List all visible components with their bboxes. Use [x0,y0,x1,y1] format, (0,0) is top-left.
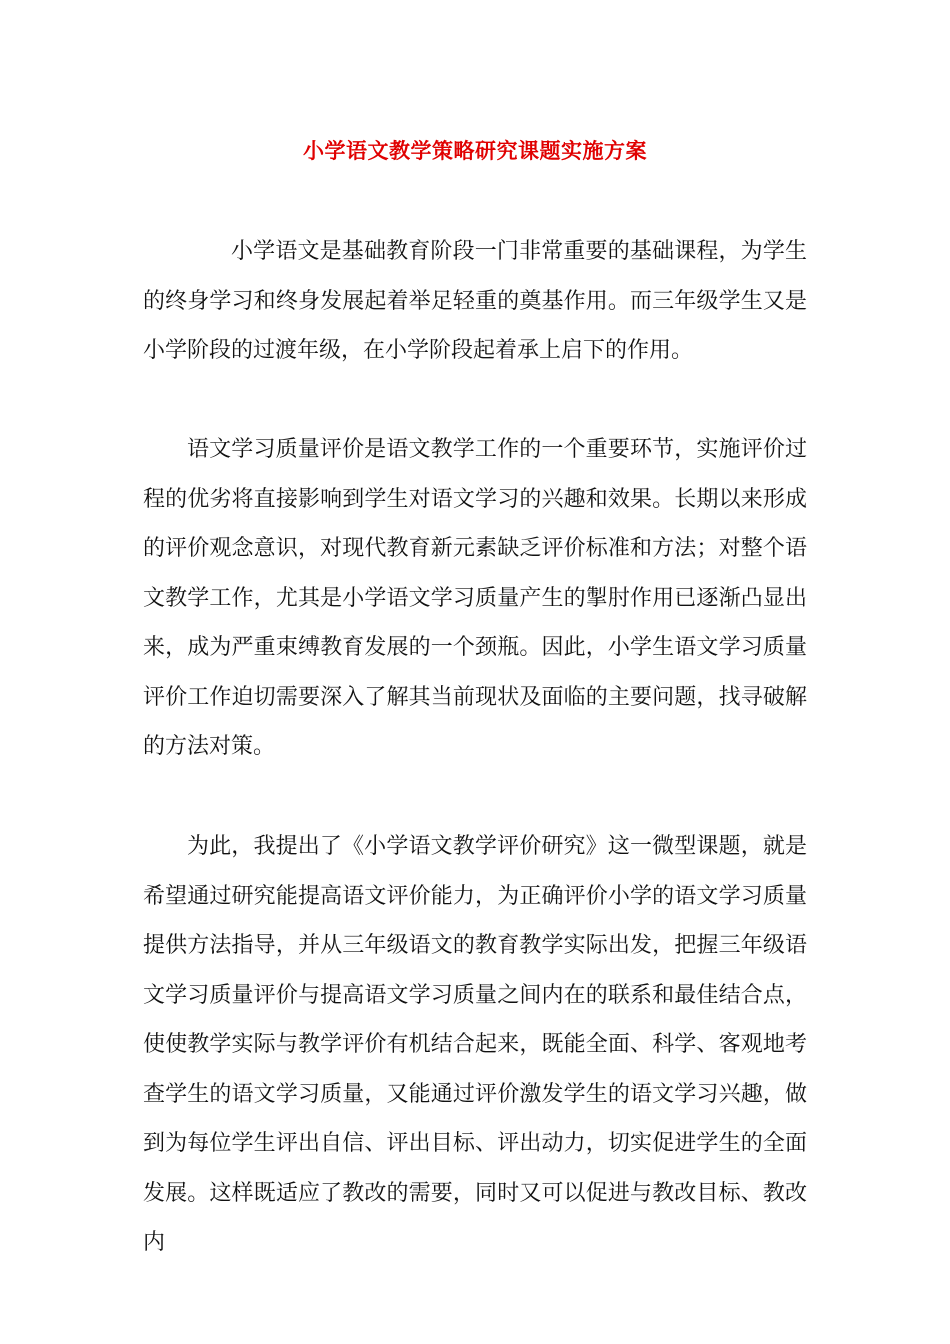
paragraph-evaluation: 语文学习质量评价是语文教学工作的一个重要环节，实施评价过程的优劣将直接影响到学生对语文学习的兴趣和效果。长期以来形成的评价观念意识，对现代教育新元素缺乏评价标准和方法；对整个语文教学工作，尤其是小学语文学习质量产生的掣肘作用已逐渐凸显出来，成为严重束缚教育发展的一个颈瓶。因此，小学生语文学习质量评价工作迫切需要深入了解其当前现状及面临的主要问题，找寻破解的方法对策。 [143,437,807,759]
paragraph-research-topic: 为此，我提出了《小学语文教学评价研究》这一微型课题，就是希望通过研究能提高语文评价能力，为正确评价小学的语文学习质量提供方法指导，并从三年级语文的教育教学实际出发，把握三年级语文学习质量评价与提高语文学习质量之间内在的联系和最佳结合点，使使教学实际与教学评价有机结合起来，既能全面、科学、客观地考查学生的语文学习质量，又能通过评价激发学生的语文学习兴趣，做到为每位学生评出自信、评出目标、评出动力，切实促进学生的全面发展。这样既适应了教改的需要，同时又可以促进与教改目标、教改内 [143,834,807,1255]
document-title: 小学语文教学策略研究课题实施方案 [303,139,647,163]
paragraph-intro: 小学语文是基础教育阶段一门非常重要的基础课程，为学生的终身学习和终身发展起着举足轻重的奠基作用。而三年级学生又是小学阶段的过渡年级，在小学阶段起着承上启下的作用。 [143,239,807,363]
